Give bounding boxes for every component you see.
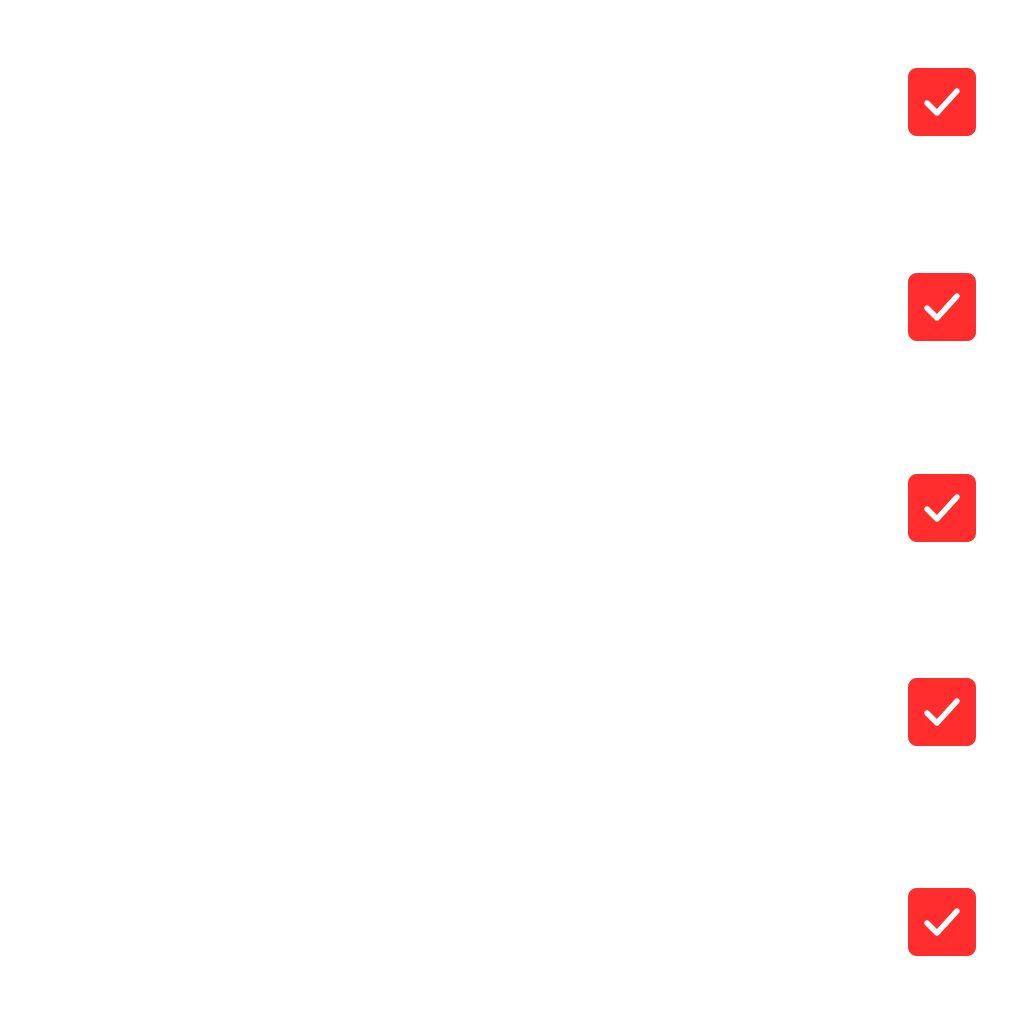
checkmark-icon <box>919 485 965 531</box>
checklist-item <box>0 273 1024 341</box>
checkmark-icon <box>919 284 965 330</box>
checkbox[interactable] <box>908 273 976 341</box>
checklist-item <box>0 888 1024 956</box>
checklist-item <box>0 474 1024 542</box>
checkbox[interactable] <box>908 678 976 746</box>
checkmark-icon <box>919 689 965 735</box>
checklist-item <box>0 678 1024 746</box>
checkmark-icon <box>919 79 965 125</box>
checklist-item <box>0 68 1024 136</box>
checkbox[interactable] <box>908 888 976 956</box>
checkmark-icon <box>919 899 965 945</box>
checkbox[interactable] <box>908 474 976 542</box>
checkbox[interactable] <box>908 68 976 136</box>
